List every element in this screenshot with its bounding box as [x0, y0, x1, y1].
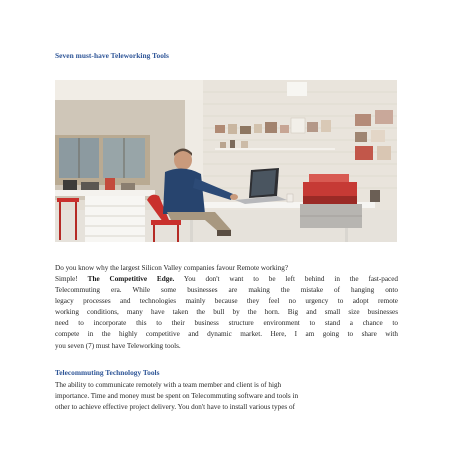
paragraph-1-line-2: Telecommuting era. While some businesses are making the mistake of hanging onto — [55, 286, 398, 295]
document-title: Seven must-have Teleworking Tools — [55, 51, 169, 60]
intro-paragraph — [55, 263, 398, 274]
office-photo — [55, 80, 397, 242]
paragraph-1-line-7: you seven (7) must have Teleworking tools. — [55, 341, 181, 350]
paragraph-1-line-1: Simple! The Competitive Edge. You don't want to be left behind in the fast-paced — [55, 275, 398, 283]
paragraph-1-line-4: working conditions, many have taken the bull by the horn. Big and small size businesses — [55, 308, 398, 317]
paragraph-2-line-2: importance. Time and money must be spent on Telecommuting software and tools in — [55, 392, 299, 401]
intro-question: Do you know why the largest Silicon Valley companies favour Remote working? — [55, 264, 289, 272]
paragraph-1-line-5: need to incorporate this to their business structure environment to stand a chance to — [55, 319, 398, 328]
body-paragraph-1 — [55, 274, 398, 352]
paragraph-1-line-3: legacy processes and technologies mainly because they feel no urgency to adopt remote — [55, 297, 398, 306]
competitive-edge-text: The Competitive Edge. — [87, 275, 175, 283]
paragraph-2-line-1: The ability to communicate remotely with a team member and client is of high — [55, 381, 282, 389]
body-paragraph-2 — [55, 380, 398, 413]
section-heading: Telecommuting Technology Tools — [55, 368, 160, 377]
paragraph-2-line-3: other to achieve effective project delivery. You don't have to install various types of — [55, 403, 296, 412]
paragraph-1-line-6: compete in the highly competitive and dynamic market. Here, I am going to share with — [55, 330, 398, 339]
